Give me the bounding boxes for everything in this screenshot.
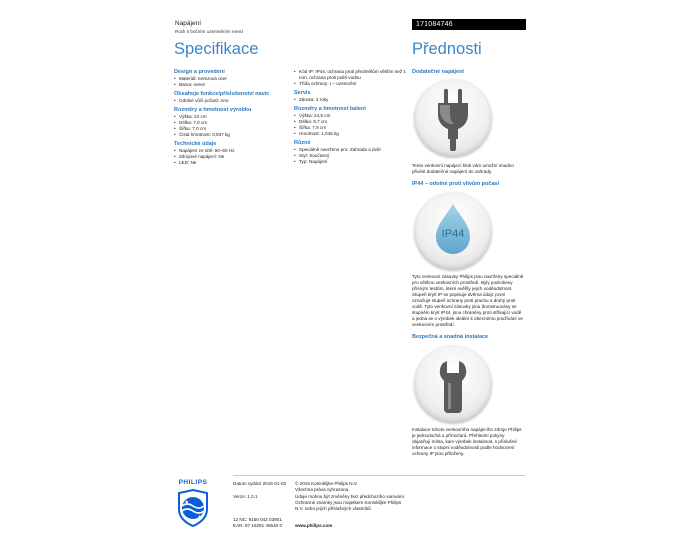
- spec-item: • Speciálně navrženo pro: Zahrada a dvůr: [294, 147, 406, 153]
- specifications-title: Specifikace: [174, 40, 259, 58]
- spec-block-misc: [294, 140, 406, 165]
- spec-heading: Technické údaje: [174, 141, 217, 147]
- spec-item: • Výška: 23 cm: [174, 114, 282, 120]
- spec-block-package-dimensions: [294, 106, 406, 137]
- philips-shield-icon: [177, 489, 209, 527]
- spec-heading: Obsahuje funkce/příslušenství navíc: [174, 91, 270, 97]
- features-title: Přednosti: [412, 40, 482, 58]
- spec-item: • Odolné vůči počasí: Ano: [174, 98, 282, 104]
- philips-logo: [175, 479, 211, 533]
- spec-block-service: [294, 90, 406, 103]
- issue-date: Datum vydání 2015-01-03: [233, 481, 287, 486]
- wrench-icon: [414, 345, 492, 423]
- spec-item: • Napájení ze sítě: 50–60 Hz: [174, 148, 282, 154]
- disclaimer-text: Údaje mohou být změněny bez předchozího varování. Ochranné známky jsou majetkem Koninklijke Philips N.V. nebo jejich příslušných vlastníků.: [295, 494, 406, 511]
- feature-text-power: Tento venkovní napájecí blok vám umožní snadno přivést dodatečné napájení do zahrady.: [412, 163, 514, 174]
- spec-item: • Délka: 9,7 cm: [294, 119, 406, 125]
- rights-text: Všechna práva vyhrazena.: [295, 487, 350, 492]
- spec-item: • Výška: 24,5 cm: [294, 113, 406, 119]
- spec-block-ip: [294, 69, 406, 87]
- feature-heading-installation: Bezpečná a snadná instalace: [412, 334, 489, 340]
- copyright-text: © 2015 Koninklijke Philips N.V.: [295, 481, 358, 486]
- category-label: Napájení: [175, 20, 202, 27]
- spec-heading: Servis: [294, 90, 311, 96]
- philips-wordmark: PHILIPS: [178, 479, 208, 486]
- spec-item: • Styl: Současný: [294, 153, 406, 159]
- spec-item: • Šířka: 7,0 cm: [174, 126, 282, 132]
- feature-heading-ip44: IP44 – odolné proti vlivům počasí: [412, 181, 500, 187]
- product-code: 171084746: [416, 20, 453, 28]
- spec-item: • Třída ochrany: I – uzemnění: [294, 81, 406, 87]
- water-drop-icon: [414, 192, 492, 270]
- spec-item: • LED: Ne: [174, 160, 282, 166]
- spec-item: • Čistá hmotnost: 0,937 kg: [174, 132, 282, 138]
- feature-heading-power: Dodatečné napájení: [412, 69, 464, 75]
- feature-text-installation: Instalace tohoto venkovního napájecího zdroje Philips je jednoduchá a přímočará. Přehlední pokyny objasňují místa, kam výrobek instalovat, s příslušné informace o stupni voděodolnosti podle hodnocení ochrany IP jsou přiloženy.: [412, 427, 522, 456]
- spec-heading: Rozměry a hmotnost balení: [294, 106, 366, 112]
- website-link[interactable]: www.philips.com: [295, 523, 333, 528]
- specs-left-column: [174, 69, 282, 169]
- product-code-bar: [412, 19, 526, 30]
- footer-divider: [233, 475, 525, 476]
- spec-item: • Barva: nerez: [174, 82, 282, 88]
- ip44-icon-label: IP44: [441, 228, 465, 240]
- spec-item: • Zdrojové napájení: Ne: [174, 154, 282, 160]
- spec-heading: Rozměry a hmotnost výrobku: [174, 107, 252, 113]
- spec-heading: Design a provedení: [174, 69, 225, 75]
- power-plug-icon: [414, 79, 492, 157]
- spec-item: • Šířka: 7,9 cm: [294, 125, 406, 131]
- nc-code: 12 NC: 9150 042 03901: [233, 517, 282, 522]
- product-subtitle: Rock s bočním uzemněním nerez: [175, 29, 244, 34]
- spec-block-product-dimensions: [174, 107, 282, 138]
- ean-code: EAN: 87 18291 45540 0: [233, 523, 283, 528]
- version-label: Verze: 1.0.1: [233, 494, 258, 499]
- spec-item: • Hmotnost: 1,046 kg: [294, 131, 406, 137]
- spec-block-extras: [174, 91, 282, 104]
- spec-block-design: [174, 69, 282, 88]
- specs-right-column: [294, 69, 406, 168]
- spec-item: • Typ: Napájení: [294, 159, 406, 165]
- spec-item: • Kód IP: IP44, ochrana proti předmětům větším než 1 mm, ochrana proti polití vodou: [294, 69, 406, 81]
- spec-item: • Materiál: nerezová ocel: [174, 76, 282, 82]
- spec-block-technical: [174, 141, 282, 166]
- feature-text-ip44: Tyto venkovní zásuvky Philips jsou navrženy speciálně pro většinu venkovních prostředí. Byly podrobeny přísným testům, které ověřily jejich voděodolnost. Stupeň krytí IP se popisuje dvěma údaji: první označuje stupeň ochrany proti prachu a druhý proti vodě. Tyto venkovní zásuvky jsou (konstruovány se stupněm krytí IP44, jsou chráněny proti stříkající vodě a jedná se o výrobek ideální k obecnému používání ve venkovním prostředí.: [412, 274, 524, 327]
- spec-item: • Délka: 7,0 cm: [174, 120, 282, 126]
- spec-item: • Záruka: 2 roky: [294, 97, 406, 103]
- spec-heading: Různé: [294, 140, 311, 146]
